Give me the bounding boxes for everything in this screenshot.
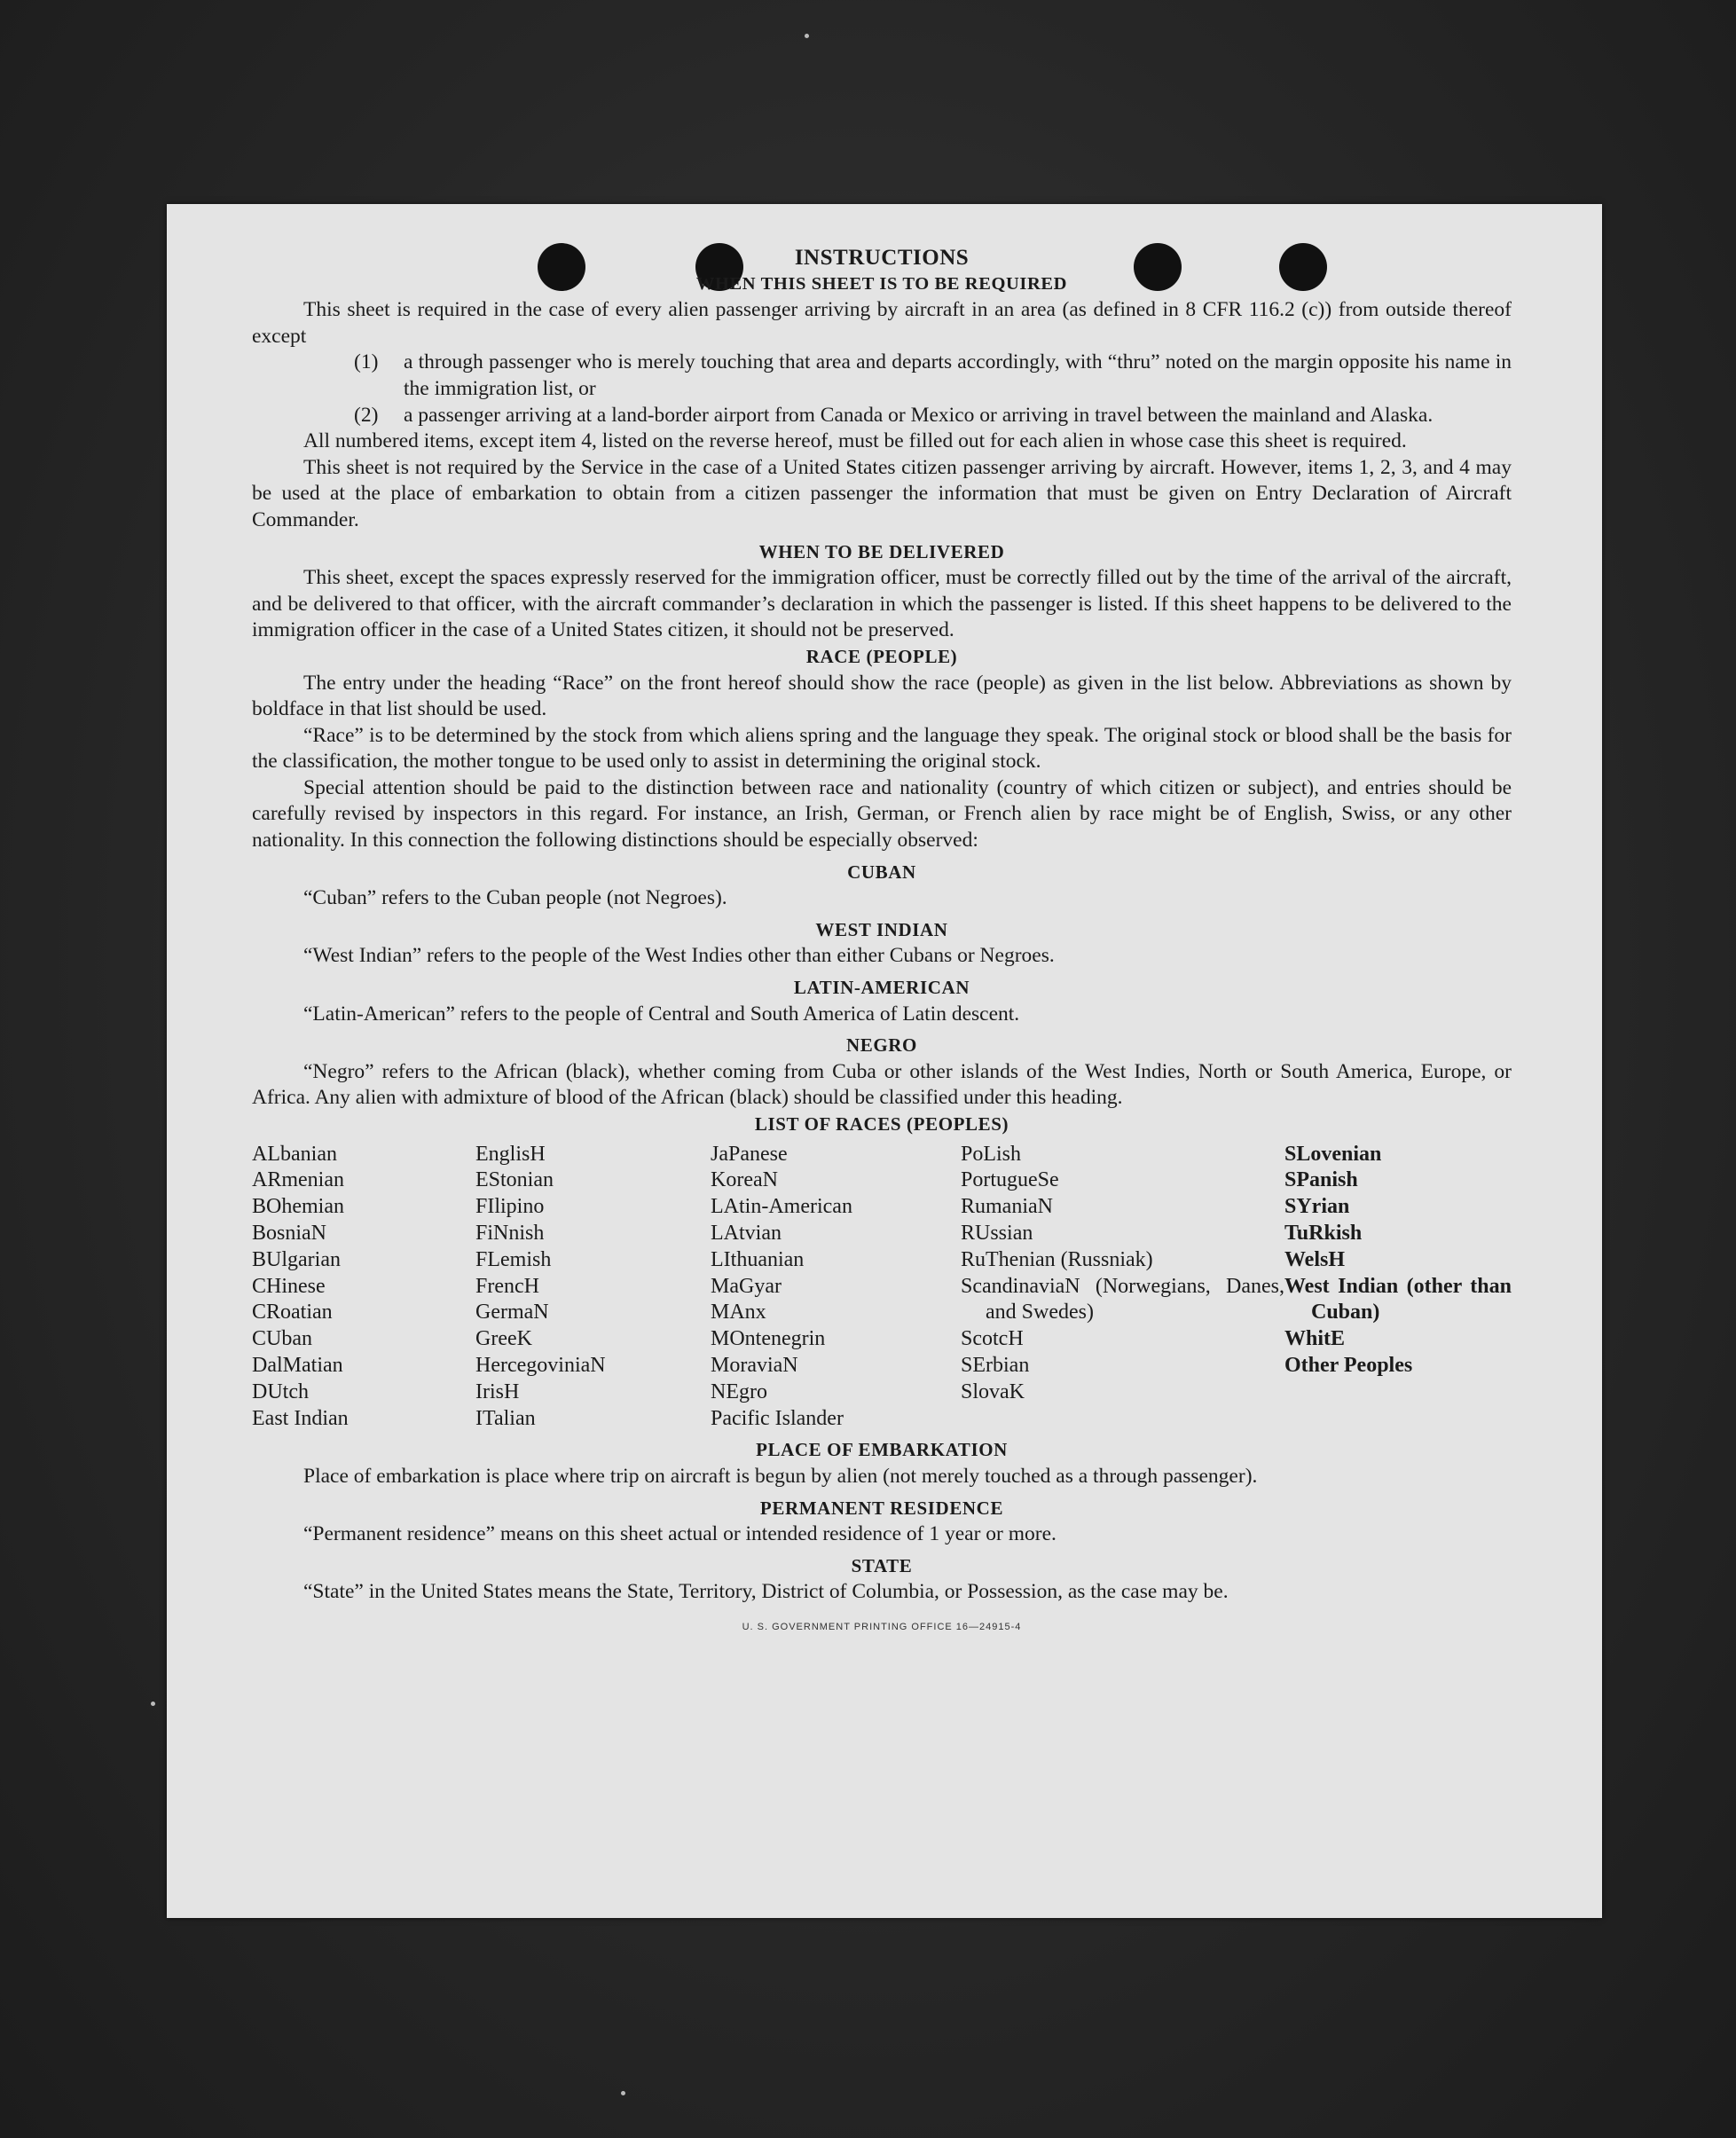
state-text: “State” in the United States means the State, Territory, District of Columbia, or Possession, as the case may be. (303, 1580, 1229, 1604)
races-column-1 (252, 1142, 475, 1433)
race-paragraph-3: Special attention should be paid to the distinction between race and nationality (country of which citizen or subject), and entries should be carefully revised by inspectors in this regard. For instance, an Irish, German, or French alien by race might be of English, Swiss, or any other nationality. In this connection the following distinctions should be especially observed: (252, 775, 1512, 853)
race-entry: West Indian (other than Cuban) (1284, 1274, 1512, 1324)
race-entry: CUban (252, 1327, 312, 1351)
printer-imprint: U. S. GOVERNMENT PRINTING OFFICE 16—24915-4 (742, 1621, 1022, 1632)
race-entry: CHinese (252, 1274, 326, 1298)
dust-speck (621, 2091, 625, 2095)
race-entry: ARmenian (252, 1168, 344, 1192)
race-entry: RumaniaN (961, 1195, 1053, 1219)
section-title-cuban: CUBAN (847, 861, 916, 883)
section-title-race: RACE (PEOPLE) (805, 645, 958, 667)
section-title-west-indian: WEST INDIAN (815, 918, 948, 940)
race-entry: MAnx (711, 1301, 766, 1324)
race-entry: BosniaN (252, 1221, 326, 1245)
race-entry: DalMatian (252, 1353, 343, 1377)
section-title-when-delivered: WHEN TO BE DELIVERED (758, 540, 1005, 562)
race-entry: LAtin-American (711, 1195, 852, 1219)
race-entry: MoraviaN (711, 1353, 798, 1377)
race-entry: SYrian (1284, 1195, 1350, 1219)
section-title-list-of-races: LIST OF RACES (PEOPLES) (754, 1113, 1009, 1135)
races-column-4 (961, 1142, 1284, 1433)
page-title: INSTRUCTIONS (794, 246, 970, 270)
race-entry: RuThenian (Russniak) (961, 1247, 1153, 1271)
race-entry: WhitE (1284, 1327, 1346, 1351)
cuban-text: “Cuban” refers to the Cuban people (not Negroes). (303, 886, 727, 910)
dust-speck (805, 34, 809, 38)
race-entry: LIthuanian (711, 1247, 805, 1271)
latin-american-text: “Latin-American” refers to the people of Central and South America of Latin descent. (303, 1002, 1020, 1026)
races-list (252, 1142, 1512, 1433)
west-indian-text: “West Indian” refers to the people of the West Indies other than either Cubans or Negroes. (303, 944, 1055, 968)
race-entry: PortugueSe (961, 1168, 1059, 1192)
section-title-negro: NEGRO (845, 1034, 917, 1057)
race-entry: GreeK (475, 1327, 532, 1351)
when-required-intro: This sheet is required in the case of every alien passenger arriving by aircraft in an area (as defined in 8 CFR 116.2 (c)) from outside thereof except (252, 298, 1512, 348)
section-title-state: STATE (851, 1554, 913, 1576)
race-entry: HercegoviniaN (475, 1353, 606, 1377)
race-entry: ScandinaviaN (Norwegians, Danes, and Swedes) (961, 1274, 1284, 1324)
race-entry: MOntenegrin (711, 1327, 826, 1351)
race-entry: MaGyar (711, 1274, 782, 1298)
race-entry: NEgro (711, 1379, 767, 1403)
race-entry: WelsH (1284, 1247, 1346, 1271)
race-entry: SLovenian (1284, 1142, 1382, 1166)
numbered-items-paragraph: All numbered items, except item 4, listed on the reverse hereof, must be filled out for each alien in whose case this sheet is required. (303, 429, 1407, 453)
race-entry: BOhemian (252, 1195, 344, 1219)
races-column-5 (1284, 1142, 1512, 1433)
race-entry: RUssian (961, 1221, 1033, 1245)
race-entry: LAtvian (711, 1221, 782, 1245)
races-column-3 (711, 1142, 961, 1433)
dust-speck (151, 1702, 155, 1706)
race-entry: East Indian (252, 1406, 349, 1430)
race-entry: FrencH (475, 1274, 539, 1298)
section-title-latin-american: LATIN-AMERICAN (793, 977, 970, 999)
citizen-paragraph: This sheet is not required by the Service in the case of a United States citizen passenger arriving by aircraft. However, items 1, 2, 3, and 4 may be used at the place of embarkation to obtain from a citizen passenger the information that must be given on Entry Declaration of Aircraft Commander. (252, 455, 1512, 531)
embarkation-text: Place of embarkation is place where trip on aircraft is begun by alien (not merely touched as a through passenger). (303, 1464, 1258, 1488)
race-paragraph-1: The entry under the heading “Race” on the front hereof should show the race (people) as given in the list below. Abbreviations as shown by boldface in that list should be used. (252, 671, 1512, 721)
race-entry: JaPanese (711, 1142, 788, 1166)
race-entry: SPanish (1284, 1168, 1358, 1192)
document-sheet (167, 204, 1602, 1918)
race-entry: ScotcH (961, 1327, 1024, 1351)
race-entry: Pacific Islander (711, 1406, 844, 1430)
race-entry: IrisH (475, 1379, 520, 1403)
race-entry: BUlgarian (252, 1247, 341, 1271)
section-title-residence: PERMANENT RESIDENCE (759, 1497, 1004, 1519)
race-entry: FLemish (475, 1247, 552, 1271)
race-entry: EnglisH (475, 1142, 546, 1166)
document-body (252, 245, 1512, 1641)
section-title-when-required: WHEN THIS SHEET IS TO BE REQUIRED (695, 273, 1068, 294)
negro-text: “Negro” refers to the African (black), whether coming from Cuba or other islands of the West Indies, North or South America, Europe, or Africa. Any alien with admixture of blood of the African (black) should be classified under this heading. (252, 1059, 1512, 1110)
races-column-2 (475, 1142, 711, 1433)
race-entry: EStonian (475, 1168, 554, 1192)
section-title-embarkation: PLACE OF EMBARKATION (756, 1439, 1008, 1461)
race-entry: ITalian (475, 1406, 536, 1430)
race-entry: CRoatian (252, 1301, 333, 1324)
race-entry: ALbanian (252, 1142, 337, 1166)
race-entry: KoreaN (711, 1168, 778, 1192)
race-entry: FiNnish (475, 1221, 545, 1245)
race-entry: Other Peoples (1284, 1353, 1413, 1377)
race-entry: DUtch (252, 1379, 309, 1403)
exception-item-2: (2) a passenger arriving at a land-border airport from Canada or Mexico or arriving in travel between the mainland and Alaska. (354, 403, 1434, 427)
race-entry: SlovaK (961, 1379, 1025, 1403)
exception-item-1: (1) a through passenger who is merely touching that area and departs accordingly, with “thru” noted on the margin opposite his name in the immigration list, or (354, 350, 1512, 400)
race-entry: FIlipino (475, 1195, 545, 1219)
race-entry: PoLish (961, 1142, 1022, 1166)
race-entry: TuRkish (1284, 1221, 1363, 1245)
when-delivered-text: This sheet, except the spaces expressly reserved for the immigration officer, must be correctly filled out by the time of the arrival of the aircraft, and be delivered to that officer, with the aircraft commander’s declaration in which the passenger is listed. If this sheet happens to be delivered to the immigration officer in the case of a United States citizen, it should not be preserved. (252, 566, 1512, 642)
race-entry: SErbian (961, 1353, 1030, 1377)
race-entry: GermaN (475, 1301, 549, 1324)
race-paragraph-2: “Race” is to be determined by the stock from which aliens spring and the language they speak. The original stock or blood shall be the basis for the classification, the mother tongue to be used only to assist in determining the original stock. (252, 723, 1512, 774)
residence-text: “Permanent residence” means on this sheet actual or intended residence of 1 year or more. (303, 1522, 1057, 1546)
